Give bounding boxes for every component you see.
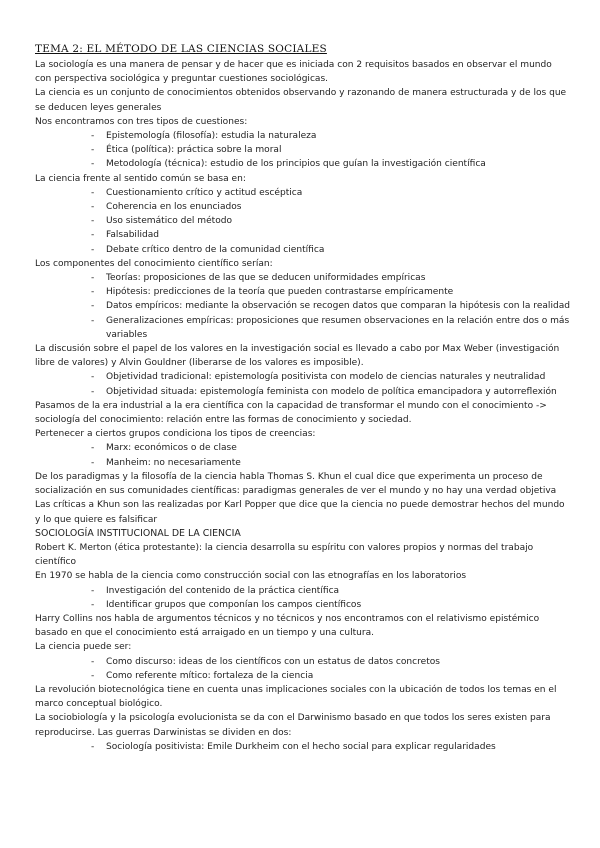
list-item: - Identificar grupos que componían los campos científicos (35, 598, 570, 612)
paragraph: Pasamos de la era industrial a la era científica con la capacidad de transformar el mundo con el conocimiento -> sociología del conocimiento: relación entre las formas de conocimiento y sociedad. (35, 400, 547, 426)
list-item: - Uso sistemático del método (35, 214, 570, 228)
paragraph: Pertenecer a ciertos grupos condiciona los tipos de creencias: (35, 429, 316, 440)
paragraph: La discusión sobre el papel de los valores en la investigación social es llevado a cabo por Max Weber (investigación libre de valores) y Alvin Gouldner (liberarse de los valores es imposible). (35, 344, 560, 369)
paragraph: Las críticas a Khun son las realizadas por Karl Popper que dice que la ciencia no puede demostrar hechos del mundo y lo que quiere es falsificar (35, 500, 565, 525)
section-heading: SOCIOLOGÍA INSTITUCIONAL DE LA CIENCIA (35, 527, 241, 539)
bullet-list (35, 271, 570, 342)
list-item: - Metodología (técnica): estudio de los principios que guían la investigación científica (35, 157, 570, 171)
bullet-list (35, 129, 570, 172)
paragraph: Harry Collins nos habla de argumentos técnicos y no técnicos y nos encontramos con el relativismo epistémico basado en que el conocimiento está arraigado en un tiempo y una cultura. (35, 613, 540, 639)
paragraph: La ciencia es un conjunto de conocimientos obtenidos observando y razonando de manera estructurada y de los que se deducen leyes generales (35, 88, 567, 113)
document-page (35, 43, 570, 754)
list-item: - Teorías: proposiciones de las que se deducen uniformidades empíricas (35, 271, 570, 285)
list-item: - Manheim: no necesariamente (35, 456, 570, 470)
paragraph: La sociología es una manera de pensar y de hacer que es iniciada con 2 requisitos basados en observar el mundo con perspectiva sociológica y preguntar cuestiones sociológicas. (35, 60, 552, 85)
list-item: - Generalizaciones empíricas: proposiciones que resumen observaciones en la relación entre dos o más variables (35, 314, 570, 342)
paragraph: La sociobiología y la psicología evolucionista se da con el Darwinismo basado en que todos los seres existen para reproducirse. Las guerras Darwinistas se dividen en dos: (35, 713, 551, 738)
paragraph: La revolución biotecnológica tiene en cuenta unas implicaciones sociales con la ubicación de todos los temas en el marco conceptual biológico. (35, 684, 557, 710)
list-item: - Cuestionamiento crítico y actitud escéptica (35, 186, 570, 200)
paragraph: Nos encontramos con tres tipos de cuestiones: (35, 116, 248, 127)
paragraph: La ciencia puede ser: (35, 642, 132, 653)
bullet-list (35, 584, 570, 612)
paragraph: Robert K. Merton (ética protestante): la ciencia desarrolla su espíritu con valores propios y normas del trabajo científico (35, 542, 534, 568)
list-item: - Marx: económicos o de clase (35, 441, 570, 455)
list-item: - Como referente mítico: fortaleza de la ciencia (35, 669, 570, 683)
paragraph: De los paradigmas y la filosofía de la ciencia habla Thomas S. Khun el cual dice que experimenta un proceso de socialización en sus comunidades científicas: paradigmas generales de ver el mundo y no hay una verdad objetiva (35, 471, 557, 497)
list-item: - Investigación del contenido de la práctica científica (35, 584, 570, 598)
list-item: - Falsabilidad (35, 228, 570, 242)
paragraph: La ciencia frente al sentido común se basa en: (35, 173, 246, 184)
list-item: - Objetividad tradicional: epistemología positivista con modelo de ciencias naturales y neutralidad (35, 370, 570, 384)
paragraph: En 1970 se habla de la ciencia como construcción social con las etnografías en los laboratorios (35, 571, 467, 582)
bullet-list (35, 441, 570, 469)
list-item: - Ética (política): práctica sobre la moral (35, 143, 570, 157)
list-item: - Como discurso: ideas de los científicos con un estatus de datos concretos (35, 655, 570, 669)
list-item: - Datos empíricos: mediante la observación se recogen datos que comparan la hipótesis con la realidad (35, 299, 570, 313)
bullet-list (35, 186, 570, 257)
paragraph: Los componentes del conocimiento científico serían: (35, 258, 273, 269)
bullet-list (35, 655, 570, 683)
list-item: - Coherencia en los enunciados (35, 200, 570, 214)
bullet-list (35, 740, 570, 754)
bullet-list (35, 370, 570, 398)
list-item: - Objetividad situada: epistemología feminista con modelo de política emancipadora y autorreflexión (35, 385, 570, 399)
list-item: - Hipótesis: predicciones de la teoría que pueden contrastarse empíricamente (35, 285, 570, 299)
list-item: - Debate crítico dentro de la comunidad científica (35, 243, 570, 257)
list-item: - Epistemología (filosofía): estudia la naturaleza (35, 129, 570, 143)
list-item: - Sociología positivista: Emile Durkheim con el hecho social para explicar regularidades (35, 740, 570, 754)
page-title: TEMA 2: EL MÉTODO DE LAS CIENCIAS SOCIALES (35, 43, 327, 55)
document-body (35, 58, 570, 754)
